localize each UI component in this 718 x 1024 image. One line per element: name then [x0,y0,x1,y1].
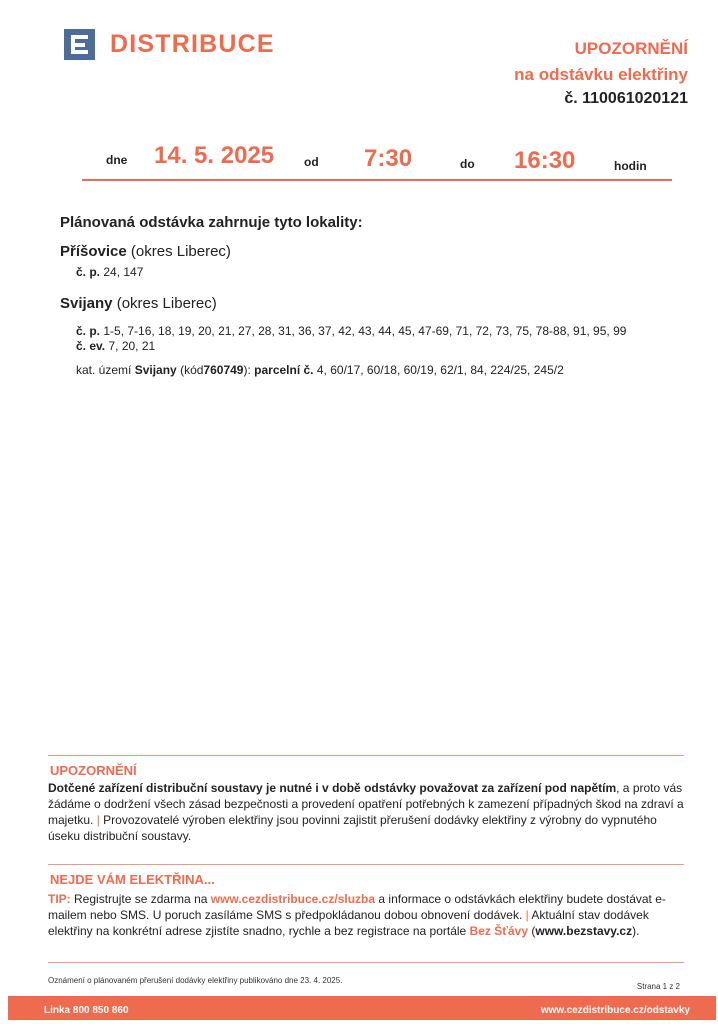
kat-name: Svijany [134,363,177,377]
paren-open: ( [531,924,536,938]
brand-name: DISTRIBUCE [110,30,275,58]
date-divider [82,179,672,181]
locality-name: Svijany [60,295,113,312]
locality-district: (okres Liberec) [116,295,217,312]
warning-text-2: Provozovatelé výroben elektřiny jsou povinni zajistit přerušení dodávky elektřiny z výrobny do vypnutého úseku distribuční soustavy. [48,813,657,843]
kat-prefix: kat. území [76,363,132,377]
tip-title: NEJDE VÁM ELEKTŘINA... [50,872,215,887]
logo-icon [64,29,95,60]
warning-title: UPOZORNĚNÍ [50,763,137,778]
separator: | [525,908,529,922]
hotline: Linka 800 850 860 [44,1005,129,1016]
bottom-bar [8,996,716,1020]
time-from: 7:30 [364,145,413,172]
paren-close: ). [632,924,640,938]
separator: | [96,813,100,827]
svijany-parcel-row [76,363,564,377]
footer-divider [48,864,684,865]
tip-text-2: a informace o odstávkách elektřiny budete dostávat e-mailem nebo SMS. U poruch zasíláme SMS s předpokládanou dobou obnovení dodávek. [48,892,666,922]
kat-code-suffix: ): [243,363,251,377]
label-hours: hodin [614,159,647,173]
warning-text-1: , a proto vás žádáme o dodržení všech zásad bezpečnosti a provedení opatření potřebných k zamezení případných škod na zdraví a majetku. [48,781,684,827]
localities-heading: Plánovaná odstávka zahrnuje tyto lokality: [60,214,363,231]
tip-label: TIP: [48,892,71,906]
footer-divider [48,755,684,756]
cp-label: č. p. [76,265,101,279]
cp-values: 1-5, 7-16, 18, 19, 20, 21, 27, 28, 31, 36, 37, 42, 43, 44, 45, 47-69, 71, 72, 73, 75, 78-88, 91, 95, 99 [103,324,627,338]
svijany-ev-row [76,339,155,353]
cp-label: č. p. [76,324,101,338]
label-day: dne [106,153,128,167]
locality-prisovice [60,243,231,260]
locality-name: Příšovice [60,243,127,260]
notice-number: č. 110061020121 [564,90,688,107]
kat-code: 760749 [203,363,244,377]
svijany-cp-row [76,324,626,338]
tip-text-1: Registrujte se zdarma na [74,892,208,906]
outage-date: 14. 5. 2025 [154,142,275,169]
label-from: od [304,155,319,169]
cp-values: 24, 147 [103,265,144,279]
registration-link[interactable]: www.cezdistribuce.cz/sluzba [210,892,376,906]
notice-title-line2: na odstávku elektřiny [514,65,688,84]
parcel-values: 4, 60/17, 60/18, 60/19, 62/1, 84, 224/25, 245/2 [316,363,564,377]
tip-text-3: Aktuální stav dodávek elektřiny na konkrétní adrese zjistíte snadno, rychle a bez registrace na portále [48,908,649,938]
parcel-label: parcelní č. [254,363,314,377]
notice-title-line1: UPOZORNĚNÍ [574,39,688,58]
warning-text [48,780,688,844]
outages-link[interactable]: www.cezdistribuce.cz/odstavky [540,1005,690,1016]
locality-svijany [60,295,217,312]
kat-code-prefix: (kód [180,363,204,377]
ev-values: 7, 20, 21 [108,339,156,353]
ev-label: č. ev. [76,339,106,353]
prisovice-cp-row [76,265,143,279]
time-to: 16:30 [514,147,576,174]
published-note: Oznámení o plánovaném přerušení dodávky elektřiny publikováno dne 23. 4. 2025. [48,976,343,985]
label-to: do [460,157,475,171]
locality-district: (okres Liberec) [130,243,231,260]
bezstavy-link[interactable]: www.bezstavy.cz [535,924,633,938]
tip-text [48,891,688,939]
page-number: Strana 1 z 2 [636,982,680,991]
warning-bold: Dotčené zařízení distribuční soustavy je nutné i v době odstávky považovat za zařízení pod napětím [48,781,617,795]
portal-name: Bez Šťávy [469,924,529,938]
notice-title [514,36,688,88]
footer-divider [48,962,684,963]
